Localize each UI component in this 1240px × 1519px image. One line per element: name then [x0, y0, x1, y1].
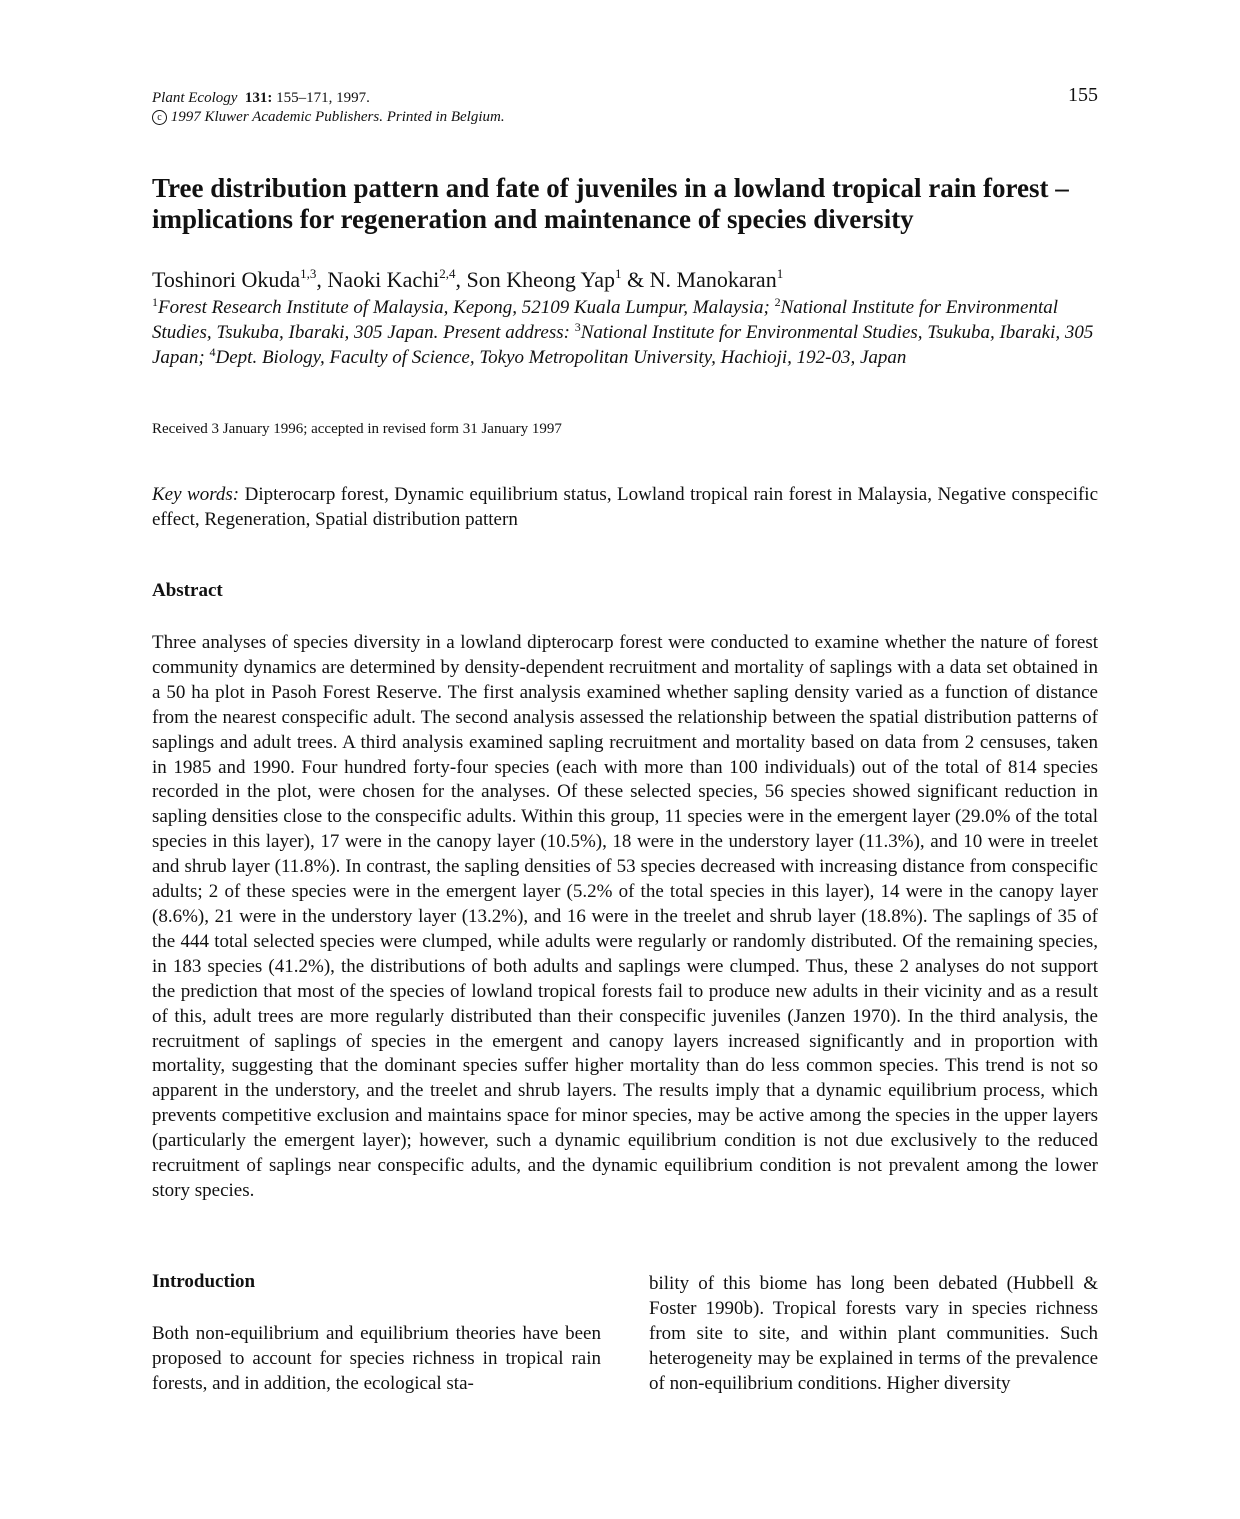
article-title: Tree distribution pattern and fate of juveniles in a lowland tropical rain forest – implications for regeneration and maintenance of species diversity — [152, 173, 1069, 234]
affiliation-text: National Institute for Environmental Studies, Tsukuba, Ibaraki, 305 Japan; — [152, 322, 1094, 368]
author-separator: , — [316, 267, 328, 292]
journal-pages-year: 155–171, 1997. — [276, 90, 370, 106]
journal-citation — [152, 88, 370, 108]
author-separator: & — [621, 267, 650, 292]
journal-name: Plant Ecology — [152, 90, 238, 106]
keywords-label: Key words: — [152, 484, 240, 505]
author-affiliation-marker: 1 — [776, 266, 784, 281]
author-name: Toshinori Okuda — [152, 267, 301, 292]
abstract-heading: Abstract — [152, 580, 223, 601]
introduction-column-right: bility of this biome has long been debated (Hubbell & Foster 1990b). Tropical forests vary in species richness from site to site, and within plant communities. Such heterogeneity may be explained in terms of the prevalence of non-equilibrium conditions. Higher diversity — [649, 1273, 1098, 1394]
affiliation-text: Forest Research Institute of Malaysia, Kepong, 52109 Kuala Lumpur, Malaysia; — [158, 297, 775, 318]
author-affiliation-marker: 2,4 — [439, 266, 456, 281]
author-name: Naoki Kachi — [327, 267, 440, 292]
affiliation-marker: 1 — [152, 295, 158, 309]
author-affiliation-marker: 1,3 — [300, 266, 317, 281]
affiliation-marker: 4 — [209, 345, 216, 359]
author-name: N. Manokaran — [649, 267, 777, 292]
affiliations — [152, 295, 1098, 370]
affiliation-text: Dept. Biology, Faculty of Science, Tokyo Metropolitan University, Hachioji, 192-03, Japan — [215, 347, 907, 368]
journal-volume: 131: — [244, 90, 273, 106]
abstract-body: Three analyses of species diversity in a lowland dipterocarp forest were conducted to examine whether the nature of forest community dynamics are determined by density-dependent recruitment and mortality of saplings with a data set obtained in a 50 ha plot in Pasoh Forest Reserve. The first analysis examined whether sapling density varied as a function of distance from the nearest conspecific adult. The second analysis assessed the relationship between the spatial distribution patterns of saplings and adult trees. A third analysis examined sapling recruitment and mortality based on data from 2 censuses, taken in 1985 and 1990. Four hundred forty-four species (each with more than 100 individuals) out of the total of 814 species recorded in the plot, were chosen for the analyses. Of these selected species, 56 species showed significant reduction in sapling densities close to the conspecific adults. Within this group, 11 species were in the emergent layer (29.0% of the total species in this layer), 17 were in the canopy layer (10.5%), 18 were in the understory layer (11.3%), and 10 were in treelet and shrub layer (11.8%). In contrast, the sapling densities of 53 species decreased with increasing distance from conspecific adults; 2 of these species were in the emergent layer (5.2% of the total species in this layer), 14 were in the canopy layer (8.6%), 21 were in the understory layer (13.2%), and 16 were in the treelet and shrub layer (18.8%). The saplings of 35 of the 444 total selected species were clumped, while adults were regularly or randomly distributed. Of the remaining species, in 183 species (41.2%), the distributions of both adults and saplings were clumped. Thus, these 2 analyses do not support the prediction that most of the species of lowland tropical forests fail to produce new adults in their vicinity and as a result of this, adult trees are more regularly distributed than their conspecific juveniles (Janzen 1970). In the third analysis, the recruitment of saplings of species in the emergent and canopy layers increased significantly and in proportion with mortality, suggesting that the dominant species suffer higher mortality than do less common species. This trend is not so apparent in the understory, and the treelet and shrub layers. The results imply that a dynamic equilibrium process, which prevents competitive exclusion and maintains space for minor species, may be active among the species in the upper layers (particularly the emergent layer); however, such a dynamic equilibrium condition is not due exclusively to the reduced recruitment of saplings near conspecific adults, and the dynamic equilibrium condition is not prevalent among the lower story species. — [152, 632, 1098, 1201]
page-number: 155 — [1068, 84, 1098, 106]
introduction-heading: Introduction — [152, 1271, 256, 1292]
copyright-text: 1997 Kluwer Academic Publishers. Printed in Belgium. — [170, 109, 505, 125]
copyright-icon: c — [152, 110, 167, 125]
affiliation-marker: 3 — [574, 320, 581, 334]
author-list — [152, 266, 783, 294]
author-affiliation-marker: 1 — [615, 266, 622, 281]
author-name: Son Kheong Yap — [466, 267, 615, 292]
affiliation-text: National Institute for Environmental Studies, Tsukuba, Ibaraki, 305 Japan. Present address: — [152, 297, 1058, 343]
introduction-column-left: Both non-equilibrium and equilibrium theories have been proposed to account for species richness in tropical rain forests, and in addition, the ecological sta- — [152, 1323, 601, 1394]
author-separator: , — [455, 267, 467, 292]
received-dates: Received 3 January 1996; accepted in revised form 31 January 1997 — [152, 421, 562, 437]
keywords — [152, 482, 1098, 532]
affiliation-marker: 2 — [774, 295, 781, 309]
keywords-list: Dipterocarp forest, Dynamic equilibrium status, Lowland tropical rain forest in Malaysia, Negative conspecific effect, Regeneration, Spatial distribution pattern — [152, 484, 1099, 530]
copyright-line — [152, 107, 505, 127]
